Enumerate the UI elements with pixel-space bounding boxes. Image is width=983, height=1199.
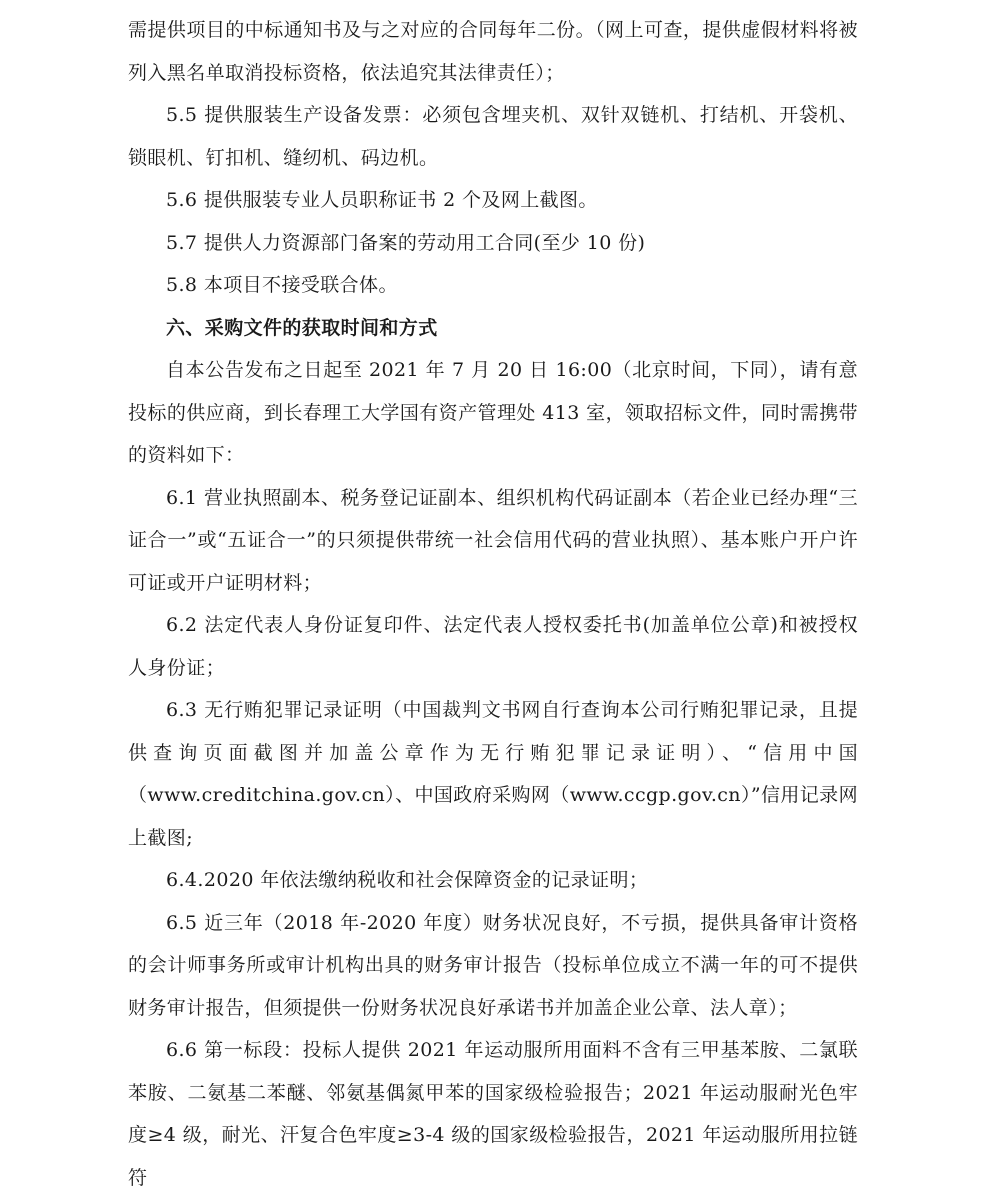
paragraph-6-5: 6.5 近三年（2018 年-2020 年度）财务状况良好，不亏损，提供具备审计资格的会计师事务所或审计机构出具的财务审计报告（投标单位成立不满一年的可不提供财务审计报告，但须提供一份财务状况良好承诺书并加盖企业公章、法人章）； <box>128 911 858 1019</box>
paragraph-intro: 需提供项目的中标通知书及与之对应的合同每年二份。（网上可查，提供虚假材料将被列入黑名单取消投标资格，依法追究其法律责任）； <box>128 19 858 84</box>
paragraph-5-6: 5.6 提供服装专业人员职称证书 2 个及网上截图。 <box>166 189 598 211</box>
paragraph-5-5: 5.5 提供服装生产设备发票：必须包含埋夹机、双针双链机、打结机、开袋机、锁眼机、钉扣机、缝纫机、码边机。 <box>128 104 858 169</box>
paragraph-6-intro: 自本公告发布之日起至 2021 年 7 月 20 日 16:00（北京时间，下同），请有意投标的供应商，到长春理工大学国有资产管理处 413 室，领取招标文件，同时需携带的资料如下： <box>128 359 858 466</box>
paragraph-5-8: 5.8 本项目不接受联合体。 <box>166 274 398 296</box>
paragraph-6-4: 6.4.2020 年依法缴纳税收和社会保障资金的记录证明； <box>166 869 649 891</box>
paragraph-6-1: 6.1 营业执照副本、税务登记证副本、组织机构代码证副本（若企业已经办理“三证合一”或“五证合一”的只须提供带统一社会信用代码的营业执照）、基本账户开户许可证或开户证明材料； <box>128 486 858 594</box>
document-page <box>128 9 858 1199</box>
paragraph-6-3: 6.3 无行贿犯罪记录证明（中国裁判文书网自行查询本公司行贿犯罪记录，且提供查询页面截图并加盖公章作为无行贿犯罪记录证明）、“信用中国（www.creditchina.gov.cn）、中国政府采购网（www.ccgp.gov.cn）”信用记录网上截图; <box>128 699 858 849</box>
paragraph-6-2: 6.2 法定代表人身份证复印件、法定代表人授权委托书(加盖单位公章)和被授权人身份证； <box>128 614 858 679</box>
paragraph-6-6: 6.6 第一标段：投标人提供 2021 年运动服所用面料不含有三甲基苯胺、二氯联苯胺、二氨基二苯醚、邻氨基偶氮甲苯的国家级检验报告；2021 年运动服耐光色牢度≥4 级，耐光、汗复合色牢度≥3-4 级的国家级检验报告，2021 年运动服所用拉链符 <box>128 1039 858 1189</box>
section-heading-6: 六、采购文件的获取时间和方式 <box>166 316 438 339</box>
paragraph-5-7: 5.7 提供人力资源部门备案的劳动用工合同(至少 10 份) <box>166 231 646 254</box>
